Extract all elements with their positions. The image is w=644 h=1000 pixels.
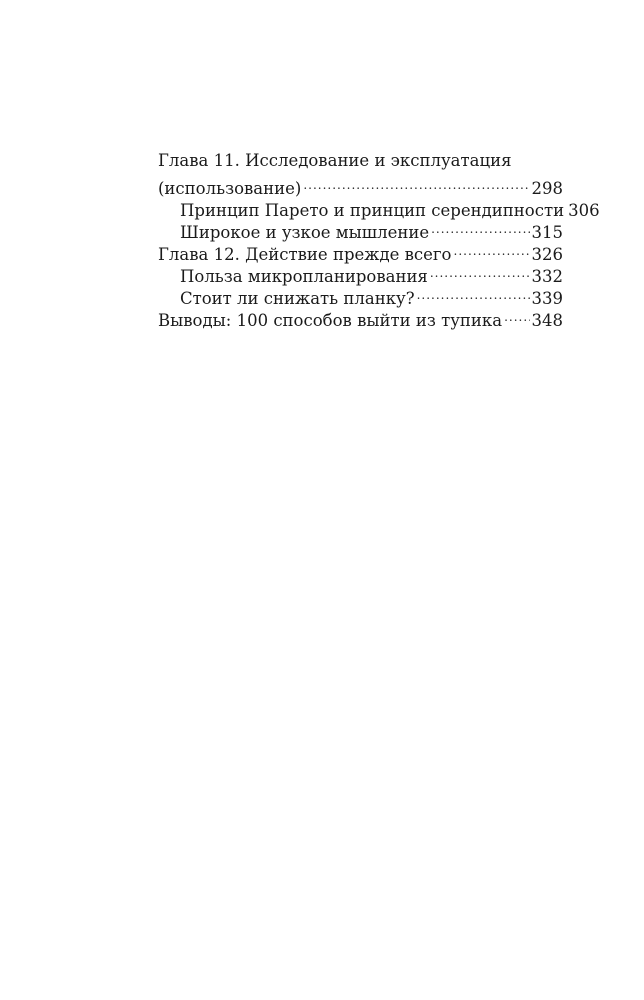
toc-entry-page: 339 [531,289,563,308]
toc-entry-page: 298 [531,179,563,198]
dot-leader [417,282,530,304]
toc-entry-title: (использование) [158,179,302,198]
dot-leader [454,238,530,260]
toc-entry-title: Широкое и узкое мышление [180,223,430,242]
dot-leader [504,304,529,326]
toc-entry-page: 326 [531,245,563,264]
toc-entry-page: 348 [531,311,563,330]
toc-entry-title: Глава 12. Действие прежде всего [158,245,452,264]
toc-entry-page: 315 [531,223,563,242]
toc-entry-title: Глава 11. Исследование и эксплуатация [158,151,512,170]
toc-entry-page: 332 [531,267,563,286]
toc-entry-title: Выводы: 100 способов выйти из тупика [158,311,503,330]
dot-leader [303,172,529,194]
toc-entry-title: Принцип Парето и принцип серендипности [180,201,565,220]
toc-entry-chapter-11-continued[interactable] [158,172,563,198]
dot-leader [430,260,530,282]
toc-entry-title: Польза микропланирования [180,267,428,286]
toc-entry-title: Стоит ли снижать планку? [180,289,415,308]
toc-entry-chapter-11[interactable] [158,150,563,172]
table-of-contents [158,150,600,330]
dot-leader [431,216,529,238]
toc-entry-page: 306 [568,201,600,220]
